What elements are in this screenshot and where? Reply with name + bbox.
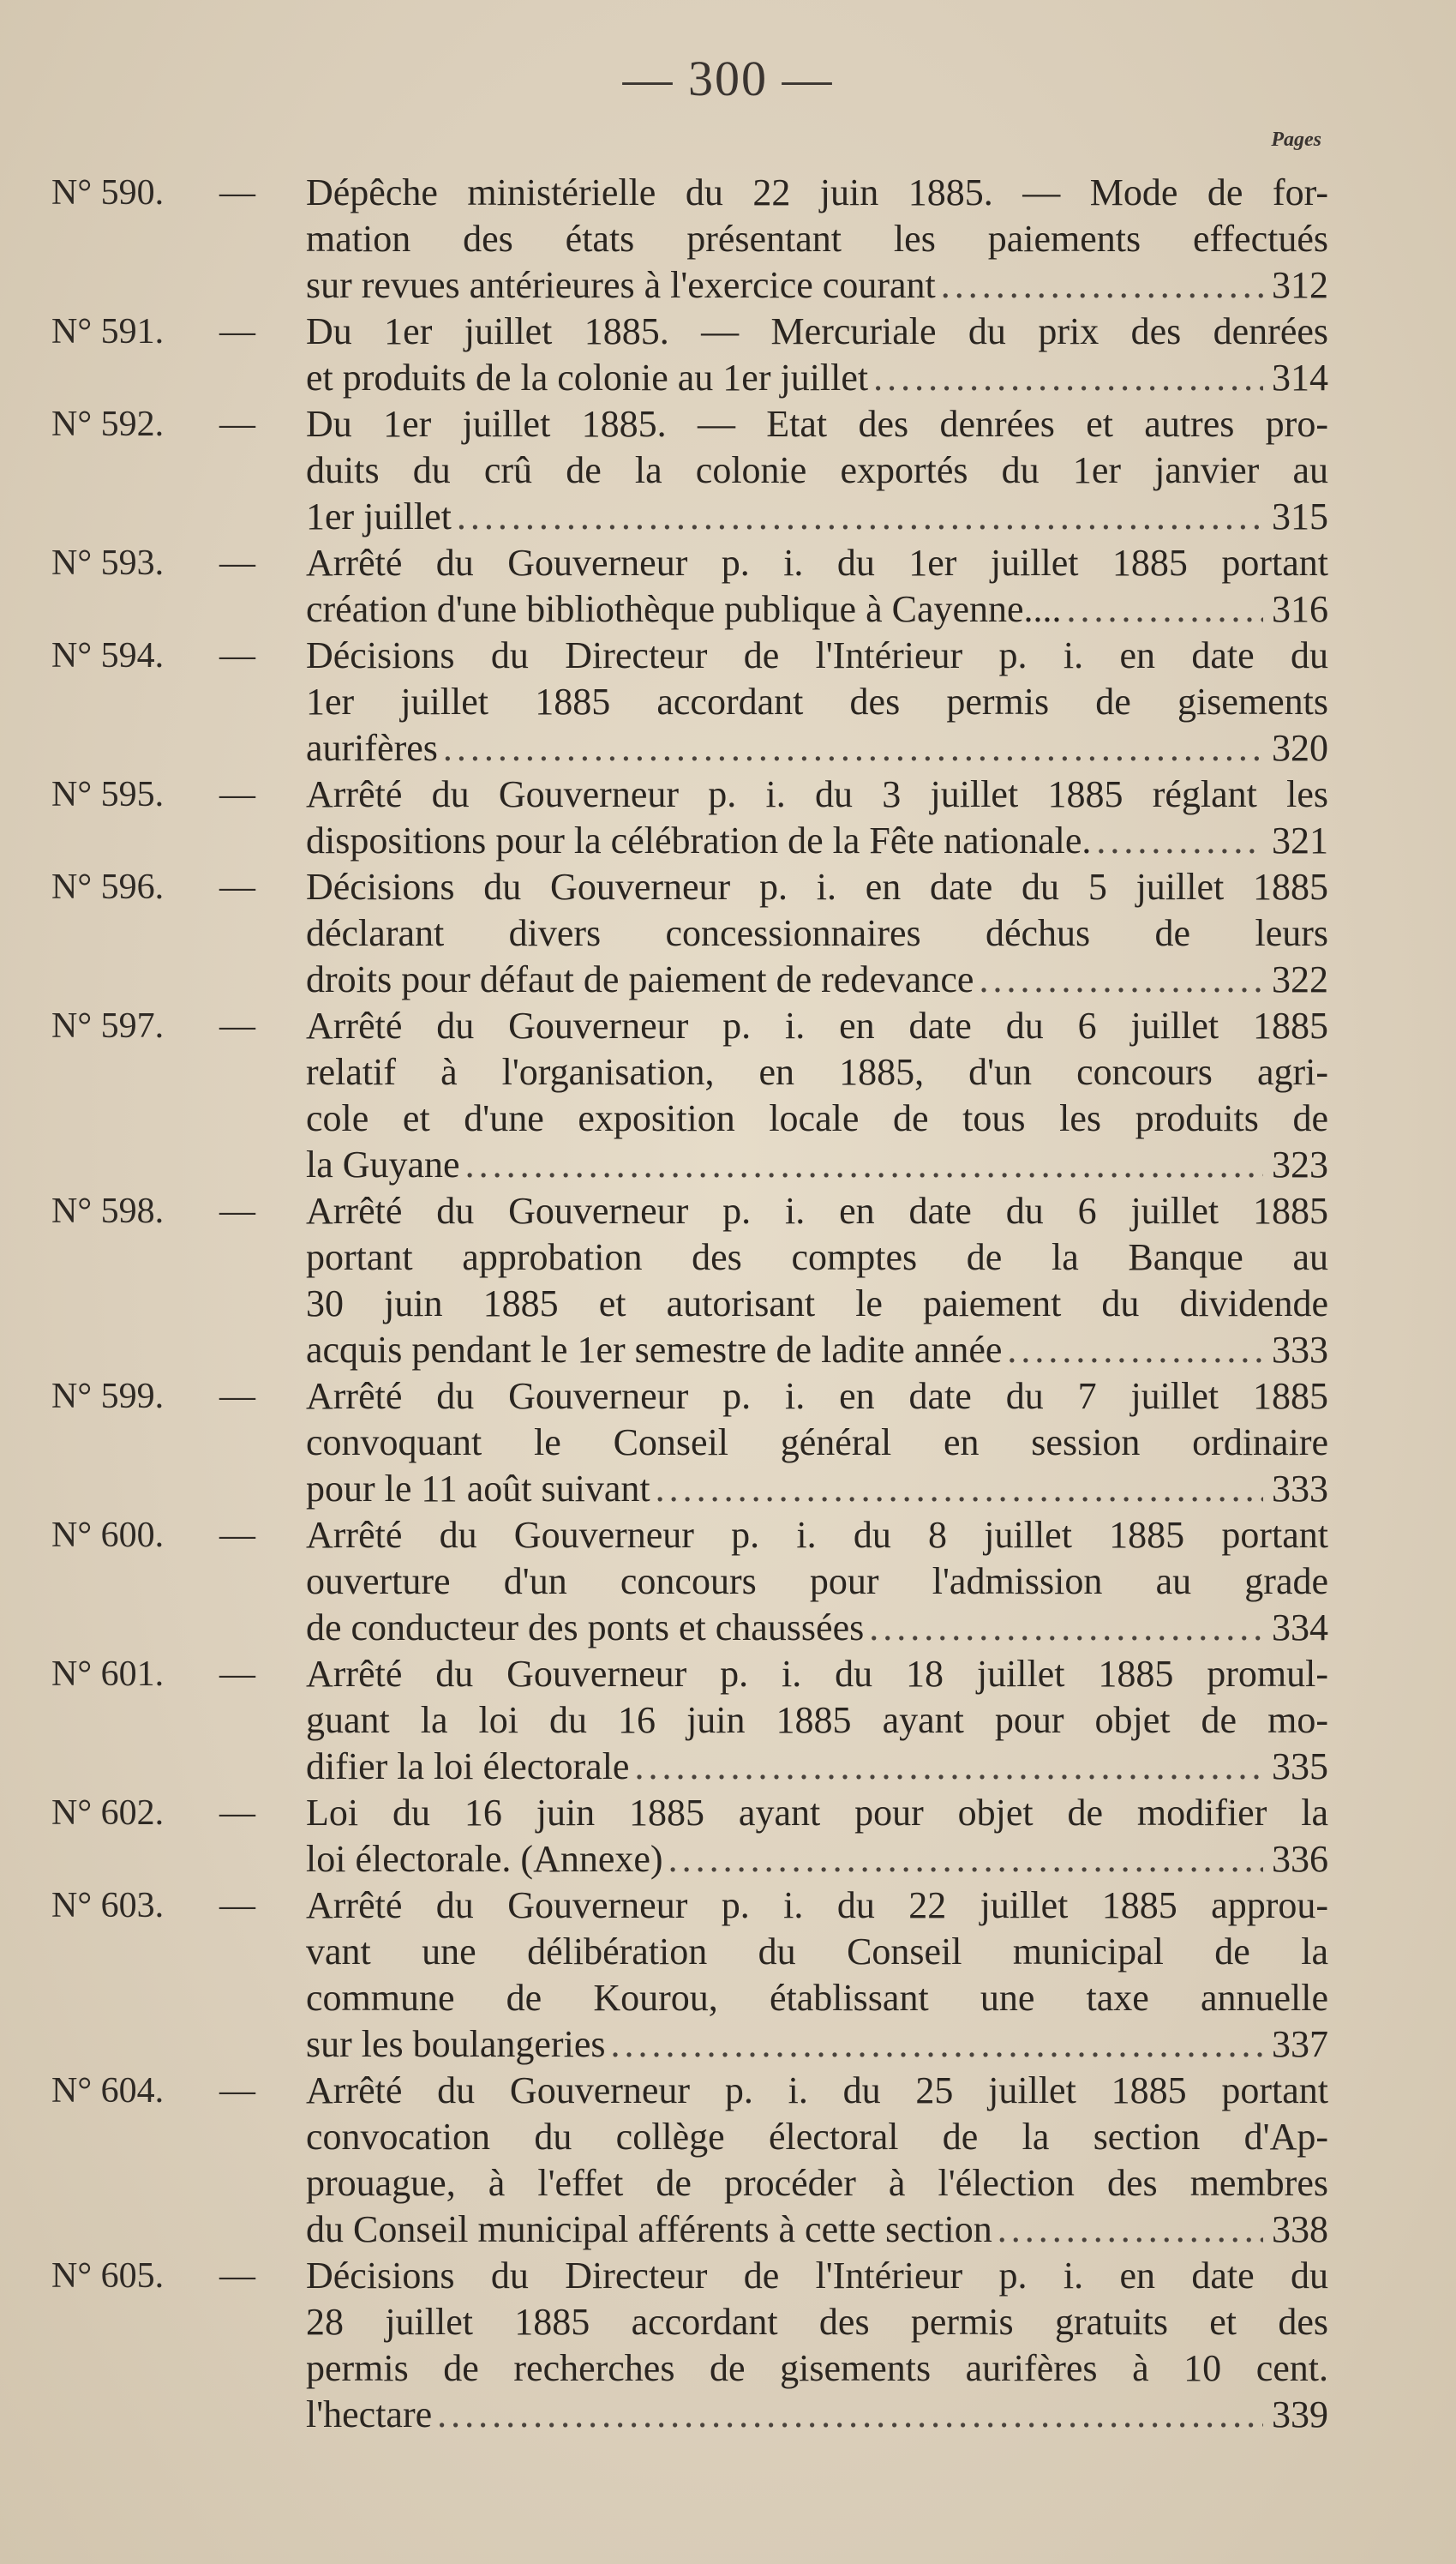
entry-last-text: sur les boulangeries xyxy=(306,2023,606,2065)
entry-last-text: droits pour défaut de paiement de redevance xyxy=(306,958,974,1000)
entry-number xyxy=(51,1003,306,1049)
entry-number xyxy=(51,170,306,216)
pages-column-label: Pages xyxy=(1271,129,1321,151)
entry-number-label: N° 598. xyxy=(51,1192,165,1231)
entry-line: portant approbation des comptes de la Banque au xyxy=(306,1236,1328,1278)
entry-line: Arrêté du Gouverneur p. i. du 3 juillet 1885 réglant les xyxy=(306,773,1328,815)
entry-last-text: du Conseil municipal afférents à cette section xyxy=(306,2208,992,2250)
page-number: — 300 — xyxy=(622,51,834,106)
entry-description xyxy=(306,1188,1328,1373)
entry-number xyxy=(51,864,306,910)
entry-dash: — xyxy=(219,405,255,444)
entry-line: permis de recherches de gisements aurifères à 10 cent. xyxy=(306,2347,1328,2389)
entry-description xyxy=(306,401,1328,540)
toc-entry xyxy=(51,864,1328,1003)
entry-last-line xyxy=(306,1327,1328,1373)
entry-page-number: 335 xyxy=(1272,1745,1328,1787)
entry-line: vant une délibération du Conseil municipal de la xyxy=(306,1931,1328,1973)
entry-description xyxy=(306,170,1328,309)
dot-leader xyxy=(443,725,1263,772)
entry-line: commune de Kourou, établissant une taxe annuelle xyxy=(306,1977,1328,2019)
entry-number-label: N° 602. xyxy=(51,1793,165,1833)
entry-line: 28 juillet 1885 accordant des permis gratuits et des xyxy=(306,2301,1328,2343)
dot-leader xyxy=(873,355,1263,401)
dot-leader xyxy=(656,1466,1263,1512)
entry-line: Décisions du Directeur de l'Intérieur p. i. en date du xyxy=(306,2255,1328,2297)
entry-description xyxy=(306,2253,1328,2438)
entry-line: Dépêche ministérielle du 22 juin 1885. — Mode de for- xyxy=(306,171,1328,213)
entry-page-number: 312 xyxy=(1272,264,1328,306)
entry-dash: — xyxy=(219,2071,255,2111)
dot-leader xyxy=(1067,586,1263,633)
entry-last-line xyxy=(306,2207,1328,2253)
entry-dash: — xyxy=(219,1377,255,1416)
toc-entry xyxy=(51,401,1328,540)
entry-page-number: 333 xyxy=(1272,1329,1328,1371)
entry-description xyxy=(306,1790,1328,1882)
toc-entry xyxy=(51,2068,1328,2253)
entry-page-number: 323 xyxy=(1272,1144,1328,1186)
entry-page-number: 315 xyxy=(1272,495,1328,537)
entry-page-number: 321 xyxy=(1272,820,1328,862)
toc-entry xyxy=(51,540,1328,633)
toc-entry xyxy=(51,772,1328,864)
entry-number xyxy=(51,772,306,818)
entry-line: Arrêté du Gouverneur p. i. du 22 juillet 1885 approu- xyxy=(306,1884,1328,1926)
entry-last-text: difier la loi électorale xyxy=(306,1745,630,1787)
entry-line: prouague, à l'effet de procéder à l'élection des membres xyxy=(306,2162,1328,2204)
entry-last-line xyxy=(306,494,1328,540)
entry-page-number: 333 xyxy=(1272,1468,1328,1510)
entry-line: Arrêté du Gouverneur p. i. en date du 6 juillet 1885 xyxy=(306,1005,1328,1047)
entry-last-line xyxy=(306,1744,1328,1790)
entry-last-line xyxy=(306,957,1328,1003)
entry-line: convoquant le Conseil général en session ordinaire xyxy=(306,1421,1328,1463)
dot-leader xyxy=(610,2021,1263,2068)
toc-entry xyxy=(51,1651,1328,1790)
entry-page-number: 320 xyxy=(1272,727,1328,769)
entry-number-label: N° 599. xyxy=(51,1377,165,1416)
entry-dash: — xyxy=(219,868,255,907)
toc-entry xyxy=(51,1003,1328,1188)
entry-line: mation des états présentant les paiements effectués xyxy=(306,218,1328,260)
entry-number-label: N° 601. xyxy=(51,1654,165,1694)
entry-line: Décisions du Directeur de l'Intérieur p. i. en date du xyxy=(306,634,1328,676)
entry-number-label: N° 594. xyxy=(51,636,165,676)
entry-last-text: l'hectare xyxy=(306,2393,433,2435)
entry-number-label: N° 590. xyxy=(51,173,165,213)
entry-description xyxy=(306,309,1328,401)
entry-dash: — xyxy=(219,636,255,676)
entry-line: relatif à l'organisation, en 1885, d'un concours agri- xyxy=(306,1051,1328,1093)
entry-dash: — xyxy=(219,312,255,351)
toc-entry xyxy=(51,309,1328,401)
dot-leader xyxy=(941,262,1263,309)
entry-number xyxy=(51,1651,306,1697)
entry-number xyxy=(51,1373,306,1420)
entry-dash: — xyxy=(219,1192,255,1231)
entry-last-line xyxy=(306,1605,1328,1651)
entry-last-line xyxy=(306,1142,1328,1188)
entry-number-label: N° 593. xyxy=(51,543,165,583)
toc-entry xyxy=(51,1512,1328,1651)
toc-entry xyxy=(51,1882,1328,2068)
entry-line: Décisions du Gouverneur p. i. en date du 5 juillet 1885 xyxy=(306,866,1328,908)
dot-leader xyxy=(457,494,1263,540)
entry-number xyxy=(51,2253,306,2299)
entry-last-text: et produits de la colonie au 1er juillet xyxy=(306,357,869,399)
entry-number xyxy=(51,401,306,447)
entry-dash: — xyxy=(219,1793,255,1833)
entry-last-text: sur revues antérieures à l'exercice courant xyxy=(306,264,936,306)
entry-dash: — xyxy=(219,1006,255,1046)
entry-line: Arrêté du Gouverneur p. i. du 18 juillet 1885 promul- xyxy=(306,1653,1328,1695)
entry-number-label: N° 592. xyxy=(51,405,165,444)
entry-last-line xyxy=(306,818,1328,864)
entry-page-number: 322 xyxy=(1272,958,1328,1000)
entry-number xyxy=(51,1790,306,1836)
entry-last-text: 1er juillet xyxy=(306,495,452,537)
entry-last-line xyxy=(306,1466,1328,1512)
entry-number xyxy=(51,309,306,355)
entry-dash: — xyxy=(219,1886,255,1925)
entry-description xyxy=(306,1651,1328,1790)
entry-last-line xyxy=(306,355,1328,401)
entry-line: Du 1er juillet 1885. — Mercuriale du prix des denrées xyxy=(306,310,1328,352)
entry-line: 30 juin 1885 et autorisant le paiement du dividende xyxy=(306,1282,1328,1324)
entry-description xyxy=(306,1373,1328,1512)
toc-entry xyxy=(51,1373,1328,1512)
table-of-contents xyxy=(51,170,1328,2438)
entry-number-label: N° 600. xyxy=(51,1516,165,1555)
toc-entry xyxy=(51,1188,1328,1373)
entry-description xyxy=(306,633,1328,772)
entry-last-text: création d'une bibliothèque publique à Cayenne.... xyxy=(306,588,1062,630)
entry-page-number: 314 xyxy=(1272,357,1328,399)
entry-last-text: aurifères xyxy=(306,727,438,769)
dot-leader xyxy=(979,957,1263,1003)
entry-number-label: N° 591. xyxy=(51,312,165,351)
entry-page-number: 339 xyxy=(1272,2393,1328,2435)
entry-line: ouverture d'un concours pour l'admission au grade xyxy=(306,1560,1328,1602)
entry-dash: — xyxy=(219,2256,255,2296)
entry-last-line xyxy=(306,2021,1328,2068)
dot-leader xyxy=(668,1836,1263,1882)
entry-last-line xyxy=(306,1836,1328,1882)
entry-line: Arrêté du Gouverneur p. i. du 1er juillet 1885 portant xyxy=(306,542,1328,584)
entry-line: Arrêté du Gouverneur p. i. du 25 juillet 1885 portant xyxy=(306,2069,1328,2111)
dot-leader xyxy=(634,1744,1263,1790)
entry-page-number: 316 xyxy=(1272,588,1328,630)
toc-entry xyxy=(51,170,1328,309)
entry-dash: — xyxy=(219,775,255,814)
entry-line: duits du crû de la colonie exportés du 1er janvier au xyxy=(306,449,1328,491)
entry-last-text: pour le 11 août suivant xyxy=(306,1468,650,1510)
dot-leader xyxy=(465,1142,1263,1188)
entry-last-text: la Guyane xyxy=(306,1144,460,1186)
entry-dash: — xyxy=(219,543,255,583)
entry-dash: — xyxy=(219,1654,255,1694)
dot-leader xyxy=(869,1605,1263,1651)
entry-page-number: 338 xyxy=(1272,2208,1328,2250)
entry-line: guant la loi du 16 juin 1885 ayant pour objet de mo- xyxy=(306,1699,1328,1741)
entry-line: Loi du 16 juin 1885 ayant pour objet de modifier la xyxy=(306,1792,1328,1834)
toc-entry xyxy=(51,633,1328,772)
entry-page-number: 337 xyxy=(1272,2023,1328,2065)
entry-line: déclarant divers concessionnaires déchus de leurs xyxy=(306,912,1328,954)
entry-dash: — xyxy=(219,1516,255,1555)
entry-description xyxy=(306,1512,1328,1651)
entry-description xyxy=(306,540,1328,633)
toc-entry xyxy=(51,1790,1328,1882)
entry-description xyxy=(306,1882,1328,2068)
dot-leader xyxy=(437,2392,1263,2438)
entry-number-label: N° 597. xyxy=(51,1006,165,1046)
entry-description xyxy=(306,772,1328,864)
entry-last-line xyxy=(306,586,1328,633)
dot-leader xyxy=(998,2207,1263,2253)
entry-line: Arrêté du Gouverneur p. i. en date du 6 juillet 1885 xyxy=(306,1190,1328,1232)
entry-line: cole et d'une exposition locale de tous les produits de xyxy=(306,1097,1328,1139)
entry-number xyxy=(51,1512,306,1558)
entry-number-label: N° 605. xyxy=(51,2256,165,2296)
entry-dash: — xyxy=(219,173,255,213)
dot-leader xyxy=(1096,818,1263,864)
entry-page-number: 334 xyxy=(1272,1606,1328,1648)
entry-number xyxy=(51,540,306,586)
entry-last-line xyxy=(306,725,1328,772)
entry-number xyxy=(51,1188,306,1234)
entry-line: Arrêté du Gouverneur p. i. du 8 juillet 1885 portant xyxy=(306,1514,1328,1556)
dot-leader xyxy=(1007,1327,1263,1373)
entry-number-label: N° 604. xyxy=(51,2071,165,2111)
entry-number-label: N° 596. xyxy=(51,868,165,907)
entry-line: Arrêté du Gouverneur p. i. en date du 7 juillet 1885 xyxy=(306,1375,1328,1417)
entry-last-line xyxy=(306,2392,1328,2438)
entry-last-text: de conducteur des ponts et chaussées xyxy=(306,1606,865,1648)
entry-number-label: N° 595. xyxy=(51,775,165,814)
entry-line: 1er juillet 1885 accordant des permis de gisements xyxy=(306,681,1328,723)
entry-number xyxy=(51,2068,306,2114)
entry-number-label: N° 603. xyxy=(51,1886,165,1925)
toc-entry xyxy=(51,2253,1328,2438)
entry-line: convocation du collège électoral de la section d'Ap- xyxy=(306,2116,1328,2158)
entry-description xyxy=(306,2068,1328,2253)
entry-last-text: dispositions pour la célébration de la Fête nationale. xyxy=(306,820,1092,862)
entry-last-text: acquis pendant le 1er semestre de ladite année xyxy=(306,1329,1003,1371)
entry-last-line xyxy=(306,262,1328,309)
entry-description xyxy=(306,864,1328,1003)
entry-line: Du 1er juillet 1885. — Etat des denrées et autres pro- xyxy=(306,403,1328,445)
entry-number xyxy=(51,1882,306,1929)
entry-last-text: loi électorale. (Annexe) xyxy=(306,1838,663,1880)
entry-page-number: 336 xyxy=(1272,1838,1328,1880)
entry-number xyxy=(51,633,306,679)
entry-description xyxy=(306,1003,1328,1188)
